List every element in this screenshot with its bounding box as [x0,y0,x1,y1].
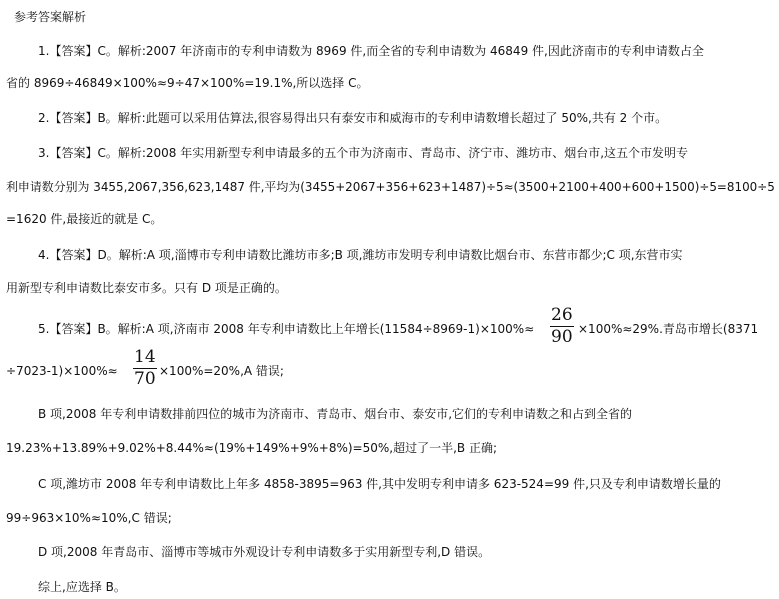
q5-option-c-line-1: C 项,潍坊市 2008 年专利申请数比上年多 4858-3895=963 件,其中发明专利申请多 623-524=99 件,只及专利申请数增长量的 [38,477,721,491]
q5-option-c-line-2: 99÷963×10%≈10%,C 错误; [6,511,172,525]
q3-line-3: =1620 件,最接近的就是 C。 [6,212,163,226]
q5-summary: 综上,应选择 B。 [38,580,126,594]
q5-fraction-1-numerator: 26 [551,305,573,325]
q5-fraction-2-numerator: 14 [134,347,156,367]
q1-line-2: 省的 8969÷46849×100%≈9÷47×100%=19.1%,所以选择 C。 [6,76,369,90]
q5-line-1-end: ×100%≈29%.青岛市增长(8371 [578,322,759,336]
q5-fraction-2 [133,348,157,389]
q1-line-1: 1.【答案】C。解析:2007 年济南市的专利申请数为 8969 件,而全省的专利申请数为 46849 件,因此济南市的专利申请数占全 [38,44,704,58]
q2-line-1: 2.【答案】B。解析:此题可以采用估算法,很容易得出只有泰安市和威海市的专利申请数增长超过了 50%,共有 2 个市。 [38,111,668,125]
q3-line-2: 利申请数分别为 3455,2067,356,623,1487 件,平均为(3455+2067+356+623+1487)÷5≈(3500+2100+400+600+1500)÷5=8100÷5 [6,180,775,194]
q5-fraction-1-denominator: 90 [551,327,573,347]
q3-line-1: 3.【答案】C。解析:2008 年实用新型专利申请最多的五个市为济南市、青岛市、济宁市、潍坊市、烟台市,这五个市发明专 [38,146,689,160]
q4-line-1: 4.【答案】D。解析:A 项,淄博市专利申请数比潍坊市多;B 项,潍坊市发明专利申请数比烟台市、东营市都少;C 项,东营市实 [38,248,683,262]
q5-option-d-line: D 项,2008 年青岛市、淄博市等城市外观设计专利申请数多于实用新型专利,D 错误。 [38,545,491,559]
q5-line-1-start: 5.【答案】B。解析:A 项,济南市 2008 年专利申请数比上年增长(11584÷8969-1)×100%≈ [38,322,535,336]
q5-fraction-1 [550,306,574,347]
q5-option-b-line-2: 19.23%+13.89%+9.02%+8.44%≈(19%+149%+9%+8%)=50%,超过了一半,B 正确; [6,441,497,455]
q5-option-b-line-1: B 项,2008 年专利申请数排前四位的城市为济南市、青岛市、烟台市、泰安市,它们的专利申请数之和占到全省的 [38,407,633,421]
q4-line-2: 用新型专利申请数比泰安市多。只有 D 项是正确的。 [6,281,287,295]
q5-line-2-start: ÷7023-1)×100%≈ [6,364,118,378]
q5-fraction-2-denominator: 70 [134,369,156,389]
q5-line-2-end: ×100%=20%,A 错误; [159,364,284,378]
section-heading: 参考答案解析 [14,10,87,24]
